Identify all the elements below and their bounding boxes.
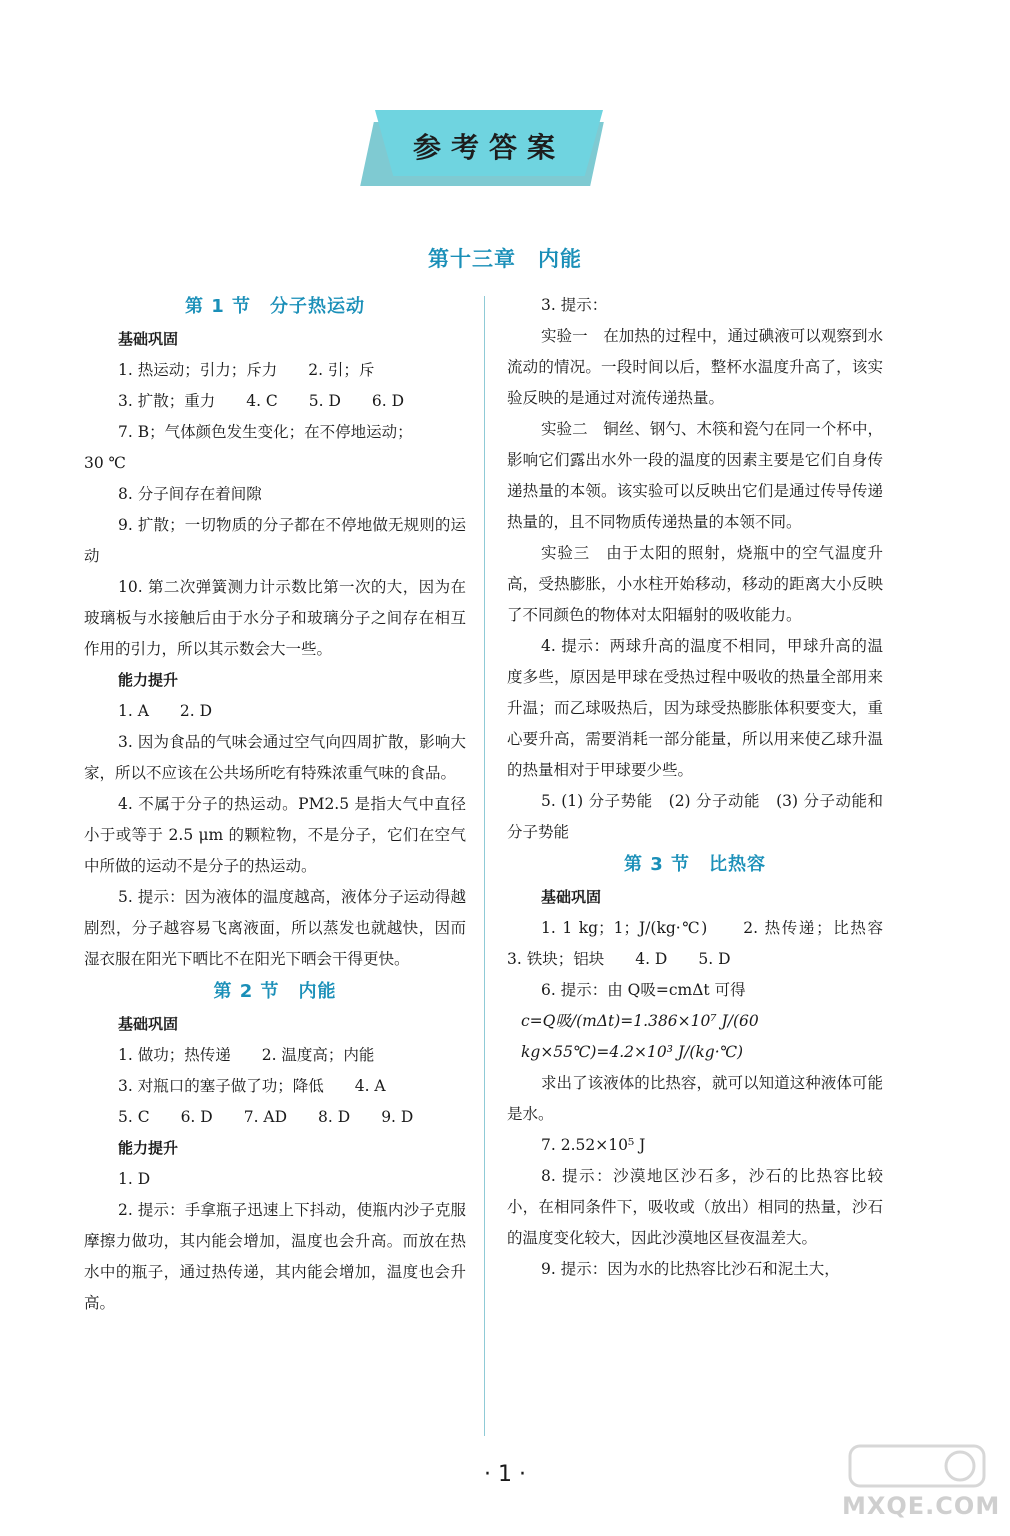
answer-line: 7. 2.52×10⁵ J: [541, 1136, 646, 1154]
answer-paragraph: 4. 不属于分子的热运动。PM2.5 是指大气中直径小于或等于 2.5 μm 的颗粒物，不是分子，它们在空气中所做的运动不是分子的热运动。: [84, 795, 466, 875]
answer-line: 30 ℃: [84, 454, 126, 472]
subsection-heading: 能力提升: [118, 1139, 179, 1157]
section-title: 第 3 节 比热容: [623, 854, 767, 875]
page-number: · 1 ·: [484, 1462, 526, 1487]
section-title: 第 2 节 内能: [213, 981, 337, 1002]
chapter-title: 第十三章 内能: [428, 247, 582, 271]
column-divider: [484, 296, 485, 1436]
answer-paragraph: 5. 提示：因为液体的温度越高，液体分子运动得越剧烈，分子越容易飞离液面，所以蒸发也就越快，因而湿衣服在阳光下晒比不在阳光下晒会干得更快。: [84, 888, 466, 968]
answer-line: 9. 提示：因为水的比热容比沙石和泥土大，: [541, 1260, 840, 1278]
watermark-text: MXQE.COM: [842, 1492, 1001, 1520]
answer-paragraph: 实验三 由于太阳的照射，烧瓶中的空气温度升高，受热膨胀，小水柱开始移动，移动的距离大小反映了不同颜色的物体对太阳辐射的吸收能力。: [507, 544, 883, 624]
answer-line: 8. 分子间存在着间隙: [118, 485, 262, 503]
title-banner: [357, 104, 617, 194]
answer-line: 6. 提示：由 Q吸=cmΔt 可得: [541, 981, 746, 999]
answer-line: 1. 热运动；引力；斥力 2. 引；斥: [118, 361, 375, 379]
answer-line: 7. B；气体颜色发生变化；在不停地运动；: [118, 423, 413, 441]
answer-line: 1. 做功；热传递 2. 温度高；内能: [118, 1046, 375, 1064]
answer-paragraph: 9. 扩散；一切物质的分子都在不停地做无规则的运动: [84, 516, 466, 565]
answer-paragraph: 2. 提示：手拿瓶子迅速上下抖动，使瓶内沙子克服摩擦力做功，其内能会增加，温度也会升高。而放在热水中的瓶子，通过热传递，其内能会增加，温度也会升高。: [84, 1201, 466, 1312]
answer-line: 5. C 6. D 7. AD 8. D 9. D: [118, 1108, 414, 1126]
answer-paragraph: 求出了该液体的比热容，就可以知道这种液体可能是水。: [507, 1074, 883, 1123]
right-column: [507, 290, 899, 1285]
subsection-heading: 基础巩固: [118, 1015, 179, 1033]
answer-line: 1. A 2. D: [118, 702, 213, 720]
answer-paragraph: 3. 因为食品的气味会通过空气向四周扩散，影响大家，所以不应该在公共场所吃有特殊浓重气味的食品。: [84, 733, 466, 782]
left-column: [84, 290, 466, 1319]
subsection-heading: 能力提升: [118, 671, 179, 689]
answer-paragraph: 实验一 在加热的过程中，通过碘液可以观察到水流动的情况。一段时间以后，整杯水温度升高了，该实验反映的是通过对流传递热量。: [507, 327, 883, 407]
answer-line: 3. 扩散；重力 4. C 5. D 6. D: [118, 392, 405, 410]
answer-paragraph: 5. (1) 分子势能 (2) 分子动能 (3) 分子动能和分子势能: [507, 792, 883, 841]
answer-paragraph: 实验二 铜丝、钢勺、木筷和瓷勺在同一个杯中，影响它们露出水外一段的温度的因素主要是它们自身传递热量的本领。该实验可以反映出它们是通过传导传递热量的，且不同物质传递热量的本领不同。: [507, 420, 883, 531]
answer-line: 3. 提示：: [541, 296, 608, 314]
watermark-logo: [842, 1440, 1001, 1526]
subsection-heading: 基础巩固: [541, 888, 602, 906]
answer-paragraph: 10. 第二次弹簧测力计示数比第一次的大，因为在玻璃板与水接触后由于水分子和玻璃分子之间存在相互作用的引力，所以其示数会大一些。: [84, 578, 466, 658]
answer-line: 3. 对瓶口的塞子做了功；降低 4. A: [118, 1077, 386, 1095]
answer-paragraph: 4. 提示：两球升高的温度不相同，甲球升高的温度多些，原因是甲球在受热过程中吸收的热量全部用来升温；而乙球吸热后，因为球受热膨胀体积要变大，重心要升高，需要消耗一部分能量，所以用来使乙球升温的热量相对于甲球要少些。: [507, 637, 883, 779]
watermark-icon: [842, 1440, 992, 1492]
answer-paragraph: 8. 提示：沙漠地区沙石多，沙石的比热容比较小，在相同条件下，吸收或（放出）相同的热量，沙石的温度变化较大，因此沙漠地区昼夜温差大。: [507, 1167, 883, 1247]
answer-line: 1. D: [118, 1170, 151, 1188]
section-title: 第 1 节 分子热运动: [184, 296, 366, 317]
formula-line: c=Q吸/(mΔt)=1.386×10⁷ J/(60 kg×55℃)=4.2×10³ J/(kg·℃): [521, 1012, 759, 1061]
subsection-heading: 基础巩固: [118, 330, 179, 348]
banner-title: 参考答案: [412, 131, 565, 164]
answer-paragraph: 1. 1 kg；1；J/(kg·℃) 2. 热传递；比热容 3. 铁块；铝块 4. D 5. D: [507, 919, 899, 968]
